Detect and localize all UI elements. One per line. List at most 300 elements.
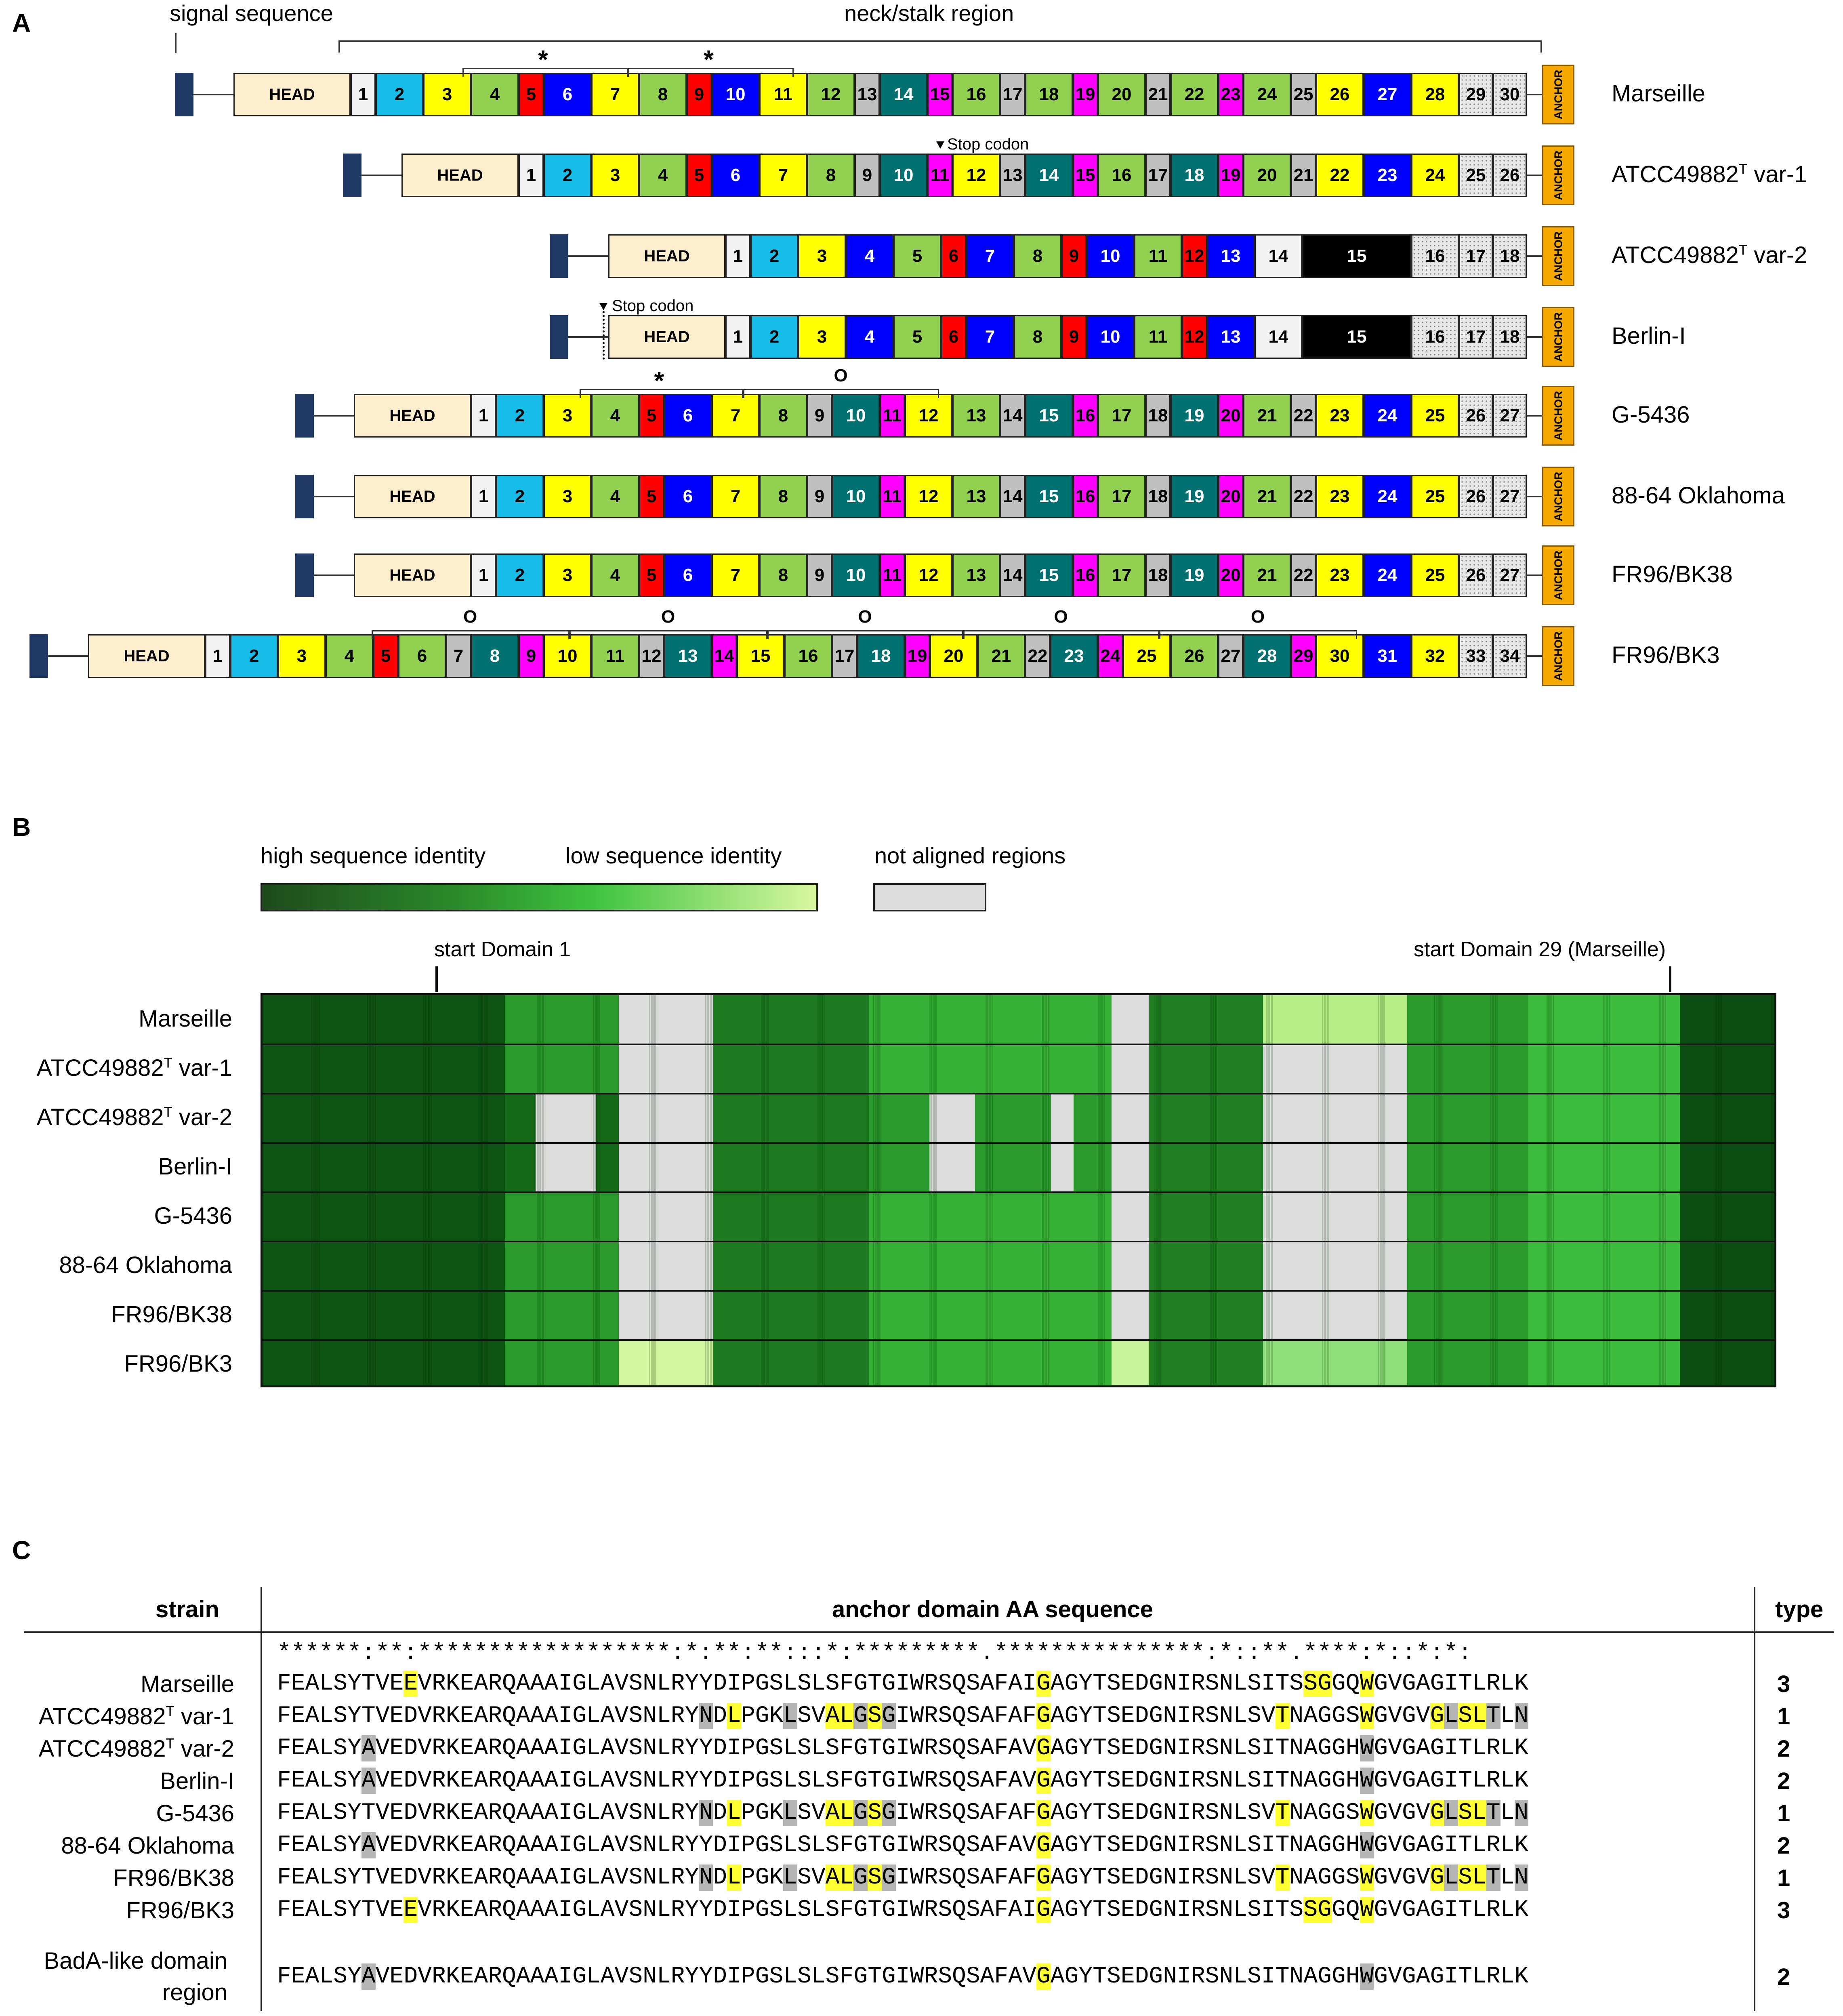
repeat-bracket-bk3-3-marker: O: [858, 607, 872, 627]
start-domain29-label: start Domain 29 (Marseille): [1414, 938, 1666, 961]
heat-row-divider: [263, 1290, 1776, 1292]
domain-7: 7: [591, 73, 639, 116]
domain-5: 5: [893, 315, 941, 359]
panel-b-letter: B: [12, 812, 31, 842]
domain-2: 2: [496, 475, 544, 518]
heat-seg: [505, 1192, 618, 1242]
heat-seg: [619, 1143, 713, 1192]
signal-peptide-block: [175, 73, 193, 116]
repeat-bracket-bk3-1-marker: O: [463, 607, 477, 627]
anchor-sequence: FEALSYAVEDVRKEARQAAAIGLAVSNLRYYDIPGSLSLSFGTGIWRSQSAFAVGAGYTSEDGNIRSNLSITNAGGHWGVGAGITLRLK: [277, 1768, 1529, 1794]
anchor-domain: ANCHOR: [1542, 307, 1574, 367]
domain-1: 1: [471, 553, 496, 597]
heat-seg: [505, 1340, 618, 1387]
domain-6: 6: [664, 553, 712, 597]
heat-seg: [713, 995, 869, 1044]
domain-8: 8: [1014, 315, 1061, 359]
stop-codon-label-1: Stop codon: [947, 135, 1029, 153]
heat-stripe: [1775, 995, 1776, 1387]
repeat-bracket-bk3-3: [767, 630, 963, 639]
domain-21: 21: [1145, 73, 1171, 116]
domain-3: 3: [591, 154, 639, 197]
heat-row-divider: [263, 1191, 1776, 1193]
repeat-bracket-bk3-5-marker: O: [1251, 607, 1265, 627]
domain-27: 27: [1218, 634, 1243, 678]
domain-9: 9: [1061, 315, 1086, 359]
heat-seg: [263, 1340, 505, 1387]
domain-3: 3: [544, 475, 591, 518]
domain-14: 14: [1255, 234, 1302, 278]
bada-sequence: FEALSYAVEDVRKEARQAAAIGLAVSNLRYYDIPGSLSLSFGTGIWRSQSAFAVGAGYTSEDGNIRSNLSITNAGGHWGVGAGITLRLK: [277, 1963, 1529, 1990]
domain-11: 11: [1134, 315, 1182, 359]
domain-11: 11: [759, 73, 807, 116]
heat-seg: [263, 1094, 505, 1143]
heat-seg: [1150, 1044, 1263, 1094]
heat-row-label: FR96/BK38: [111, 1301, 232, 1328]
heat-seg: [263, 1044, 505, 1094]
domain-1: 1: [471, 394, 496, 438]
domain-20: 20: [930, 634, 977, 678]
heat-seg: [619, 1094, 713, 1143]
heat-seg: [1112, 1143, 1150, 1192]
heat-seg: [1112, 1094, 1150, 1143]
domain-11: 11: [880, 475, 905, 518]
domain-2: 2: [750, 315, 798, 359]
type-value: 1: [1777, 1865, 1790, 1891]
domain-4: 4: [639, 154, 687, 197]
domain-16: 16: [952, 73, 1000, 116]
domain-12: 12: [1182, 234, 1207, 278]
domain-21: 21: [1243, 553, 1291, 597]
domain-17: 17: [1098, 394, 1145, 438]
domain-12: 12: [905, 394, 952, 438]
heat-seg: [1150, 995, 1263, 1044]
domain-14: 14: [712, 634, 737, 678]
domain-16: 16: [1073, 553, 1098, 597]
heat-row-divider: [263, 1339, 1776, 1341]
domain-22: 22: [1025, 634, 1050, 678]
domain-10: 10: [544, 634, 591, 678]
legend-high-label: high sequence identity: [261, 843, 486, 868]
domain-27: 27: [1493, 394, 1527, 438]
heat-seg: [263, 1143, 505, 1192]
heat-seg: [263, 1291, 505, 1340]
head-domain: HEAD: [354, 553, 471, 597]
domain-27: 27: [1364, 73, 1411, 116]
signal-peptide-block: [295, 475, 314, 518]
domain-5: 5: [639, 553, 664, 597]
domain-26: 26: [1459, 475, 1493, 518]
domain-23: 23: [1316, 394, 1364, 438]
domain-4: 4: [846, 234, 893, 278]
domain-12: 12: [905, 553, 952, 597]
domain-11: 11: [1134, 234, 1182, 278]
anchor-linker: [1527, 255, 1542, 257]
domain-19: 19: [1171, 475, 1218, 518]
anchor-sequence: FEALSYTVEDVRKEARQAAAIGLAVSNLRYNDLPGKLSVALGSGIWRSQSAFAFGAGYTSEDGNIRSNLSVTNAGGSWGVGVGLSLTLN: [277, 1703, 1529, 1729]
domain-9: 9: [807, 553, 832, 597]
table-header-rule: [24, 1631, 1834, 1633]
domain-2: 2: [544, 154, 591, 197]
domain-4: 4: [591, 475, 639, 518]
domain-8: 8: [639, 73, 687, 116]
domain-7: 7: [712, 475, 759, 518]
anchor-domain: ANCHOR: [1542, 226, 1574, 286]
domain-2: 2: [496, 394, 544, 438]
neck-stalk-label: neck/stalk region: [844, 0, 1014, 26]
type-value: 1: [1777, 1703, 1790, 1730]
type-value: 2: [1777, 1768, 1790, 1794]
domain-5: 5: [687, 154, 712, 197]
heat-seg: [1680, 1340, 1776, 1387]
col-strain-header: strain: [156, 1596, 219, 1622]
domain-10: 10: [712, 73, 759, 116]
anchor-domain: ANCHOR: [1542, 386, 1574, 446]
domain-3: 3: [278, 634, 326, 678]
heat-seg: [619, 1044, 713, 1094]
domain-14: 14: [1000, 394, 1025, 438]
domain-8: 8: [759, 394, 807, 438]
domain-25: 25: [1411, 553, 1459, 597]
domain-9: 9: [855, 154, 880, 197]
repeat-bracket-2-marker: *: [704, 45, 714, 74]
domain-16: 16: [784, 634, 832, 678]
anchor-sequence: FEALSYAVEDVRKEARQAAAIGLAVSNLRYYDIPGSLSLSFGTGIWRSQSAFAVGAGYTSEDGNIRSNLSITNAGGHWGVGAGITLRLK: [277, 1832, 1529, 1858]
anchor-domain: ANCHOR: [1542, 545, 1574, 605]
heat-seg: [1150, 1192, 1263, 1242]
domain-10: 10: [832, 553, 880, 597]
domain-2: 2: [750, 234, 798, 278]
head-domain: HEAD: [354, 475, 471, 518]
heat-seg: [1407, 1094, 1528, 1143]
signal-sequence-label: signal sequence: [170, 0, 333, 26]
heat-seg: [1407, 1192, 1528, 1242]
domain-5: 5: [373, 634, 398, 678]
heat-seg: [1112, 1192, 1150, 1242]
domain-16: 16: [1411, 234, 1459, 278]
heat-seg: [1680, 1242, 1776, 1291]
heat-seg: [1680, 1044, 1776, 1094]
strain-row-label: FR96/BK38: [113, 1865, 234, 1891]
legend-low-label: low sequence identity: [565, 843, 782, 868]
heat-seg: [1112, 1242, 1150, 1291]
head-domain: HEAD: [354, 394, 471, 438]
legend-na-label: not aligned regions: [874, 843, 1066, 868]
table-divider-right: [1754, 1587, 1755, 2011]
domain-12: 12: [639, 634, 664, 678]
domain-17: 17: [1459, 315, 1493, 359]
domain-1: 1: [205, 634, 230, 678]
domain-6: 6: [664, 475, 712, 518]
domain-30: 30: [1493, 73, 1527, 116]
domain-18: 18: [1493, 234, 1527, 278]
anchor-linker: [1527, 336, 1542, 338]
heat-seg: [1112, 995, 1150, 1044]
domain-25: 25: [1411, 394, 1459, 438]
strain-label: $ATCC49882^T$ var-2: [1612, 242, 1807, 268]
domain-12: 12: [807, 73, 855, 116]
domain-18: 18: [1171, 154, 1218, 197]
heat-seg: [619, 1340, 713, 1387]
anchor-linker: [1527, 496, 1542, 497]
domain-2: 2: [496, 553, 544, 597]
strain-row-label: Marseille: [140, 1671, 234, 1697]
anchor-sequence: FEALSYTVEDVRKEARQAAAIGLAVSNLRYNDLPGKLSVALGSGIWRSQSAFAFGAGYTSEDGNIRSNLSVTNAGGSWGVGVGLSLTLN: [277, 1800, 1529, 1826]
domain-7: 7: [712, 553, 759, 597]
domain-15: 15: [927, 73, 952, 116]
domain-26: 26: [1459, 394, 1493, 438]
start-domain1-label: start Domain 1: [434, 938, 571, 961]
heat-seg: [713, 1340, 869, 1387]
domain-4: 4: [846, 315, 893, 359]
domain-5: 5: [893, 234, 941, 278]
domain-16: 16: [1098, 154, 1145, 197]
heat-row-label: Marseille: [138, 1006, 232, 1032]
domain-6: 6: [712, 154, 759, 197]
domain-17: 17: [1098, 475, 1145, 518]
heat-gap: [536, 1094, 596, 1143]
strain-label: 88-64 Oklahoma: [1612, 482, 1785, 509]
heat-seg: [1150, 1143, 1263, 1192]
domain-3: 3: [423, 73, 471, 116]
domain-7: 7: [759, 154, 807, 197]
domain-1: 1: [725, 315, 750, 359]
strain-row-label: $ATCC49882^T$ var-1: [38, 1703, 234, 1730]
heat-seg: [713, 1242, 869, 1291]
heat-seg: [619, 1242, 713, 1291]
domain-24: 24: [1364, 475, 1411, 518]
domain-22: 22: [1291, 394, 1316, 438]
anchor-sequence: FEALSYTVEEVRKEARQAAAIGLAVSNLRYYDIPGSLSLSFGTGIWRSQSAFAIGAGYTSEDGNIRSNLSITSSGGQWGVGAGITLRLK: [277, 1671, 1529, 1697]
domain-12: 12: [952, 154, 1000, 197]
domain-4: 4: [471, 73, 519, 116]
anchor-linker: [1527, 94, 1542, 95]
type-value: 1: [1777, 1800, 1790, 1827]
domain-23: 23: [1316, 553, 1364, 597]
anchor-linker: [1527, 175, 1542, 176]
repeat-bracket-bk3-5: [1159, 630, 1357, 639]
domain-10: 10: [832, 475, 880, 518]
heat-seg: [1407, 1291, 1528, 1340]
linker-line: [48, 655, 88, 657]
domain-6: 6: [941, 315, 966, 359]
domain-27: 27: [1493, 475, 1527, 518]
heat-seg: [1150, 1291, 1263, 1340]
domain-2: 2: [376, 73, 423, 116]
domain-25: 25: [1123, 634, 1171, 678]
domain-8: 8: [759, 553, 807, 597]
panel-a-letter: A: [12, 8, 31, 38]
repeat-bracket-bk3-2-marker: O: [661, 607, 675, 627]
strain-row-label: 88-64 Oklahoma: [61, 1833, 234, 1859]
anchor-linker: [1527, 574, 1542, 576]
heat-seg: [263, 995, 505, 1044]
domain-25: 25: [1459, 154, 1493, 197]
heat-seg: [619, 1192, 713, 1242]
domain-8: 8: [471, 634, 519, 678]
domain-6: 6: [664, 394, 712, 438]
heat-seg: [1112, 1044, 1150, 1094]
neck-bracket: [338, 40, 1542, 53]
domain-9: 9: [807, 394, 832, 438]
domain-3: 3: [544, 553, 591, 597]
domain-17: 17: [1098, 553, 1145, 597]
domain-18: 18: [1145, 475, 1171, 518]
panel-c-letter: C: [12, 1536, 31, 1565]
domain-7: 7: [712, 394, 759, 438]
not-aligned-legend-box: [873, 883, 986, 911]
linker-line: [314, 415, 354, 417]
domain-26: 26: [1171, 634, 1218, 678]
domain-23: 23: [1218, 73, 1243, 116]
domain-6: 6: [544, 73, 591, 116]
strain-label: $ATCC49882^T$ var-1: [1612, 161, 1807, 187]
domain-20: 20: [1243, 154, 1291, 197]
domain-21: 21: [1243, 475, 1291, 518]
domain-3: 3: [544, 394, 591, 438]
domain-32: 32: [1411, 634, 1459, 678]
domain-7: 7: [966, 234, 1014, 278]
domain-6: 6: [941, 234, 966, 278]
signal-peptide-block: [550, 315, 568, 359]
domain-34: 34: [1493, 634, 1527, 678]
start-domain1-tick: [435, 966, 438, 992]
domain-18: 18: [857, 634, 905, 678]
domain-7: 7: [966, 315, 1014, 359]
domain-29: 29: [1459, 73, 1493, 116]
strain-label: G-5436: [1612, 402, 1690, 428]
heat-row-label: 88-64 Oklahoma: [59, 1252, 232, 1278]
heat-seg: [1407, 1242, 1528, 1291]
strain-row-label: Berlin-I: [160, 1768, 234, 1794]
heat-seg: [619, 995, 713, 1044]
domain-20: 20: [1218, 394, 1243, 438]
domain-26: 26: [1459, 553, 1493, 597]
strain-label: FR96/BK3: [1612, 642, 1720, 668]
heat-seg: [713, 1143, 869, 1192]
domain-13: 13: [664, 634, 712, 678]
anchor-domain: ANCHOR: [1542, 145, 1574, 205]
heat-seg: [713, 1291, 869, 1340]
heat-seg: [713, 1094, 869, 1143]
repeat-bracket-bk3-4-marker: O: [1054, 607, 1068, 627]
heat-row-divider: [263, 1241, 1776, 1242]
type-value: 3: [1777, 1897, 1790, 1923]
heat-row-label: $ATCC49882^T$ var-1: [36, 1055, 232, 1081]
domain-14: 14: [880, 73, 927, 116]
anchor-sequence: FEALSYAVEDVRKEARQAAAIGLAVSNLRYYDIPGSLSLSFGTGIWRSQSAFAVGAGYTSEDGNIRSNLSITNAGGHWGVGAGITLRLK: [277, 1735, 1529, 1761]
domain-1: 1: [519, 154, 544, 197]
domain-24: 24: [1364, 394, 1411, 438]
heat-row-label: FR96/BK3: [124, 1351, 232, 1377]
start-domain29-tick: [1669, 966, 1671, 992]
col-type-header: type: [1775, 1596, 1824, 1622]
head-domain: HEAD: [608, 234, 725, 278]
domain-31: 31: [1364, 634, 1411, 678]
domain-13: 13: [1207, 234, 1255, 278]
repeat-bracket-bk3-1: [372, 630, 570, 639]
domain-25: 25: [1411, 475, 1459, 518]
domain-19: 19: [1171, 553, 1218, 597]
anchor-sequence: FEALSYTVEEVRKEARQAAAIGLAVSNLRYYDIPGSLSLSFGTGIWRSQSAFAIGAGYTSEDGNIRSNLSITSSGGQWGVGAGITLRLK: [277, 1897, 1529, 1923]
domain-1: 1: [725, 234, 750, 278]
linker-line: [193, 94, 233, 95]
domain-11: 11: [880, 394, 905, 438]
heat-seg: [1680, 1291, 1776, 1340]
domain-23: 23: [1050, 634, 1098, 678]
domain-4: 4: [591, 394, 639, 438]
heat-seg: [1407, 995, 1528, 1044]
heat-seg: [1150, 1340, 1263, 1387]
domain-13: 13: [952, 475, 1000, 518]
domain-3: 3: [798, 234, 846, 278]
anchor-domain: ANCHOR: [1542, 467, 1574, 526]
heat-seg: [263, 1242, 505, 1291]
domain-23: 23: [1316, 475, 1364, 518]
domain-9: 9: [1061, 234, 1086, 278]
domain-27: 27: [1493, 553, 1527, 597]
heat-row-label: G-5436: [154, 1203, 232, 1229]
domain-4: 4: [326, 634, 373, 678]
domain-16: 16: [1411, 315, 1459, 359]
bada-label-1: BadA-like domain: [44, 1948, 227, 1974]
domain-3: 3: [798, 315, 846, 359]
type-value: 3: [1777, 1671, 1790, 1697]
heat-row-label: Berlin-I: [158, 1153, 232, 1180]
linker-line: [568, 255, 608, 257]
domain-7: 7: [446, 634, 471, 678]
domain-15: 15: [1025, 394, 1073, 438]
heat-seg: [1150, 1094, 1263, 1143]
domain-18: 18: [1025, 73, 1073, 116]
domain-15: 15: [1302, 234, 1411, 278]
domain-8: 8: [807, 154, 855, 197]
anchor-domain: ANCHOR: [1542, 65, 1574, 124]
domain-19: 19: [1073, 73, 1098, 116]
domain-10: 10: [832, 394, 880, 438]
domain-13: 13: [952, 553, 1000, 597]
heat-seg: [1407, 1044, 1528, 1094]
domain-16: 16: [1073, 394, 1098, 438]
domain-24: 24: [1411, 154, 1459, 197]
heat-seg: [713, 1192, 869, 1242]
type-value: 2: [1777, 1833, 1790, 1859]
anchor-linker: [1527, 655, 1542, 657]
domain-22: 22: [1171, 73, 1218, 116]
heat-seg: [619, 1291, 713, 1340]
domain-11: 11: [927, 154, 952, 197]
heat-seg: [1150, 1242, 1263, 1291]
anchor-sequence: FEALSYTVEDVRKEARQAAAIGLAVSNLRYNDLPGKLSVALGSGIWRSQSAFAFGAGYTSEDGNIRSNLSVTNAGGSWGVGVGLSLTLN: [277, 1864, 1529, 1891]
domain-21: 21: [1243, 394, 1291, 438]
domain-19: 19: [1171, 394, 1218, 438]
heat-seg: [505, 1242, 618, 1291]
heat-seg: [263, 1192, 505, 1242]
identity-gradient-legend: [261, 883, 818, 911]
table-divider-left: [261, 1587, 262, 2011]
domain-9: 9: [519, 634, 544, 678]
stop-codon-arrow-2: [599, 303, 607, 310]
head-domain: HEAD: [608, 315, 725, 359]
domain-5: 5: [639, 394, 664, 438]
domain-19: 19: [905, 634, 930, 678]
heat-row-divider: [263, 1093, 1776, 1094]
domain-22: 22: [1291, 475, 1316, 518]
domain-11: 11: [880, 553, 905, 597]
domain-15: 15: [1025, 475, 1073, 518]
signal-peptide-block: [295, 553, 314, 597]
domain-14: 14: [1000, 475, 1025, 518]
